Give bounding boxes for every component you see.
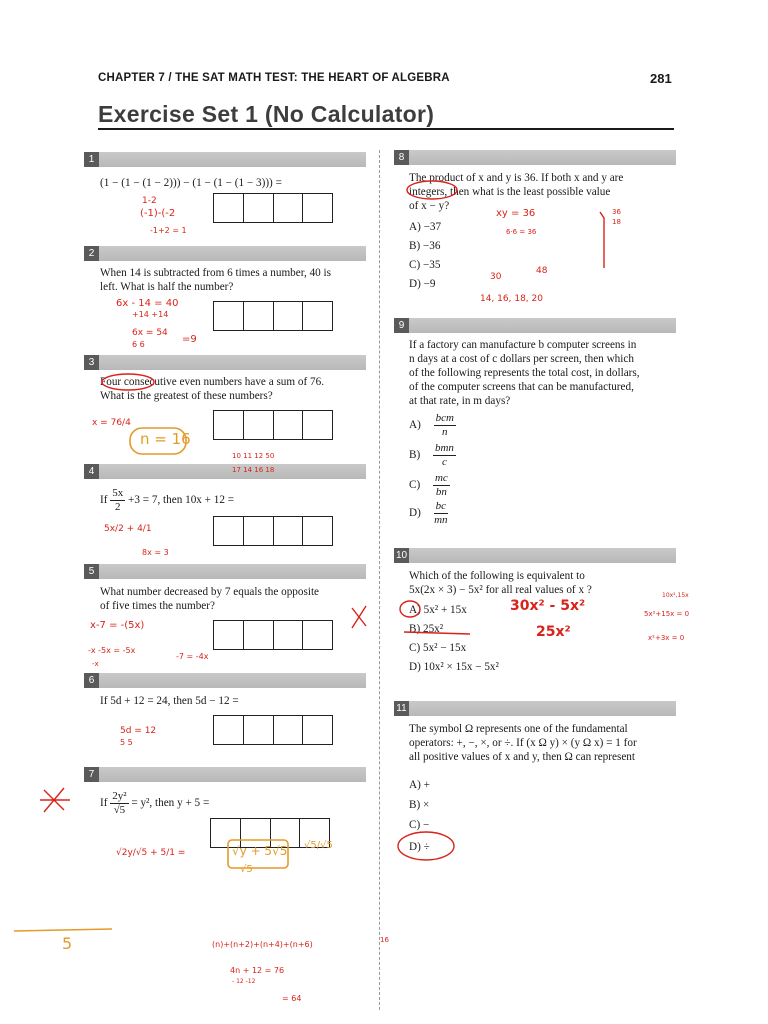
question-4-post: +3 = 7, then 10x + 12 = [128, 494, 235, 507]
underline-answer-b [404, 632, 470, 634]
handwriting-q5-3: -7 = -4x [176, 652, 209, 661]
circle-consecutive [102, 374, 154, 390]
option-denominator: n [442, 426, 448, 438]
handwriting-q1-3: -1+2 = 1 [150, 226, 187, 235]
handwriting-q6-2: 5 5 [120, 738, 133, 747]
option-label: A) [409, 419, 421, 432]
handwriting-bottom-4: - 12 -12 [232, 978, 256, 985]
question-number: 11 [394, 701, 409, 716]
bracket-q8 [600, 212, 604, 268]
question-9-line-4: of the computer screens that can be manufactured, [409, 381, 634, 393]
question-11-line-1: The symbol Ω represents one of the fundamental [409, 723, 628, 735]
option-numerator: bcm [435, 412, 454, 424]
handwriting-q4-1: 5x/2 + 4/1 [104, 524, 152, 534]
handwriting-q2-4: 6 6 [132, 340, 145, 349]
question-2-line-1: When 14 is subtracted from 6 times a number, 40 is [100, 267, 332, 279]
handwriting-q8-5: 30 [490, 272, 502, 282]
question-6-text: If 5d + 12 = 24, then 5d − 12 = [100, 695, 239, 707]
handwriting-bottom-2: (n)+(n+2)+(n+4)+(n+6) [212, 940, 313, 949]
page-number: 281 [650, 71, 672, 86]
option-label: B) [409, 449, 421, 462]
question-5-line-1: What number decreased by 7 equals the opposite [100, 586, 320, 598]
handwriting-q1-2: (-1)-(-2 [140, 208, 176, 219]
question-8-line-2: integers, then what is the least possible value [409, 186, 611, 198]
question-2-line-2: left. What is half the number? [100, 281, 234, 293]
handwriting-bottom-5: = 64 [282, 994, 302, 1003]
star-q5-mark [352, 606, 366, 628]
handwriting-q10-1: 30x² - 5x² [510, 598, 586, 614]
handwriting-bottom-3: 4n + 12 = 76 [230, 966, 285, 975]
question-11-line-3: all positive values of x and y, then Ω can represent [409, 751, 635, 763]
handwriting-q10-3: 10x²,15x [662, 592, 689, 599]
question-8-option-b[interactable]: B) −36 [409, 240, 441, 252]
question-10-option-d[interactable]: D) 10x² × 15x − 5x² [409, 661, 499, 673]
handwriting-q10-5: x²+3x = 0 [648, 634, 685, 642]
question-5-line-2: of five times the number? [100, 600, 215, 612]
handwriting-q8-7: 14, 16, 18, 20 [480, 294, 543, 304]
option-label: C) [409, 479, 421, 492]
handwriting-q3-3: 10 11 12 50 [232, 452, 275, 460]
question-number: 4 [84, 464, 99, 479]
question-4-frac-num: 5x [112, 487, 124, 499]
option-denominator: c [442, 456, 447, 468]
question-3-line-2: What is the greatest of these numbers? [100, 390, 273, 402]
handwriting-q3-1: x = 76/4 [92, 418, 131, 428]
handwriting-q5-1: x-7 = -(5x) [90, 620, 145, 631]
handwriting-q7-3: √5 [240, 864, 253, 875]
handwriting-q10-4: 5x²+15x = 0 [644, 610, 690, 618]
orange-underline-5 [14, 929, 112, 931]
question-11-option-b[interactable]: B) × [409, 799, 430, 811]
question-7-frac-num: 2y² [112, 790, 127, 802]
chapter-header: CHAPTER 7 / THE SAT MATH TEST: THE HEART OF ALGEBRA [98, 72, 450, 84]
option-numerator: bmn [434, 442, 454, 454]
handwriting-q8-1: xy = 36 [496, 208, 536, 219]
question-11-line-2: operators: +, −, ×, or ÷. If (x Ω y) × (y Ω x) = 1 for [409, 737, 637, 749]
page-title: Exercise Set 1 (No Calculator) [98, 101, 435, 127]
handwriting-q7-2: √y + 5√5 [232, 844, 288, 858]
question-9-line-2: n days at a cost of c dollars per screen, then which [409, 353, 634, 365]
question-number: 6 [84, 673, 99, 688]
handwriting-bottom-1: 5 [62, 934, 73, 953]
handwriting-bottom-6: 16 [380, 936, 389, 944]
question-number: 7 [84, 767, 99, 782]
handwriting-q5-4: -x [92, 660, 99, 668]
handwriting-q10-2: 25x² [536, 624, 571, 640]
question-number: 2 [84, 246, 99, 261]
option-numerator: mc [434, 472, 448, 484]
question-10-line-2: 5x(2x × 3) − 5x² for all real values of x ? [409, 584, 592, 596]
handwriting-q6-1: 5d = 12 [120, 726, 157, 736]
option-numerator: bc [435, 500, 446, 512]
question-8-option-d[interactable]: D) −9 [409, 278, 436, 290]
handwriting-q2-3: 6x = 54 [132, 328, 168, 338]
handwriting-q2-2: +14 +14 [132, 310, 169, 319]
question-number: 5 [84, 564, 99, 579]
question-7-post: = y², then y + 5 = [131, 797, 210, 810]
option-label: D) [409, 507, 421, 520]
question-1-text: (1 − (1 − (1 − 2))) − (1 − (1 − (1 − 3))) = [100, 177, 282, 189]
question-10-option-c[interactable]: C) 5x² − 15x [409, 642, 467, 654]
question-10-option-a[interactable]: A) 5x² + 15x [409, 604, 467, 616]
circle-integers [407, 181, 457, 199]
handwriting-q8-3: 36 [612, 208, 621, 216]
question-9-line-5: at that rate, in m days? [409, 395, 511, 407]
handwriting-q7-1: √2y/√5 + 5/1 = [116, 848, 186, 858]
handwriting-q5-2: -x -5x = -5x [88, 646, 136, 655]
question-number: 10 [395, 550, 408, 561]
question-8-option-c[interactable]: C) −35 [409, 259, 441, 271]
question-number: 1 [84, 152, 99, 167]
option-denominator: mn [434, 514, 448, 526]
question-10-line-1: Which of the following is equivalent to [409, 570, 585, 582]
handwriting-q7-4: √5/√5 [304, 840, 333, 851]
circle-answer-a [400, 601, 420, 617]
question-7-frac-den: √5 [113, 804, 126, 816]
question-3-line-1: Four consecutive even numbers have a sum of 76. [100, 376, 325, 388]
handwriting-q4-2: 8x = 3 [142, 548, 169, 557]
question-number: 8 [394, 150, 409, 165]
question-8-line-3: of x − y? [409, 200, 450, 212]
circle-answer-d [398, 832, 454, 860]
question-11-option-a[interactable]: A) + [409, 779, 430, 791]
handwriting-q3-2: n = 16 [140, 430, 191, 448]
question-number: 3 [84, 355, 99, 370]
handwriting-q2-5: =9 [182, 334, 197, 345]
handwriting-q8-2: 6·6 = 36 [506, 228, 537, 236]
question-9-line-3: of the following represents the total cost, in dollars, [409, 367, 640, 379]
question-9-line-1: If a factory can manufacture b computer screens in [409, 339, 637, 351]
question-11-option-c[interactable]: C) − [409, 819, 430, 831]
handwriting-q3-4: 17 14 16 18 [232, 466, 275, 474]
question-11-option-d[interactable]: D) ÷ [409, 841, 430, 853]
question-4-pre: If [100, 494, 108, 507]
option-denominator: bn [435, 486, 447, 498]
question-8-line-1: The product of x and y is 36. If both x and y are [409, 172, 624, 184]
question-4-frac-den: 2 [115, 501, 121, 513]
star-q7-mark [40, 788, 70, 812]
question-10-option-b[interactable]: B) 25x² [409, 623, 444, 635]
handwriting-q8-4: 18 [612, 218, 621, 226]
handwriting-q8-6: 48 [536, 266, 548, 276]
question-7-pre: If [100, 797, 108, 810]
question-8-option-a[interactable]: A) −37 [409, 221, 442, 233]
handwriting-q2-1: 6x - 14 = 40 [116, 298, 179, 309]
handwriting-q1-1: 1-2 [142, 196, 157, 206]
question-number: 9 [394, 318, 409, 333]
